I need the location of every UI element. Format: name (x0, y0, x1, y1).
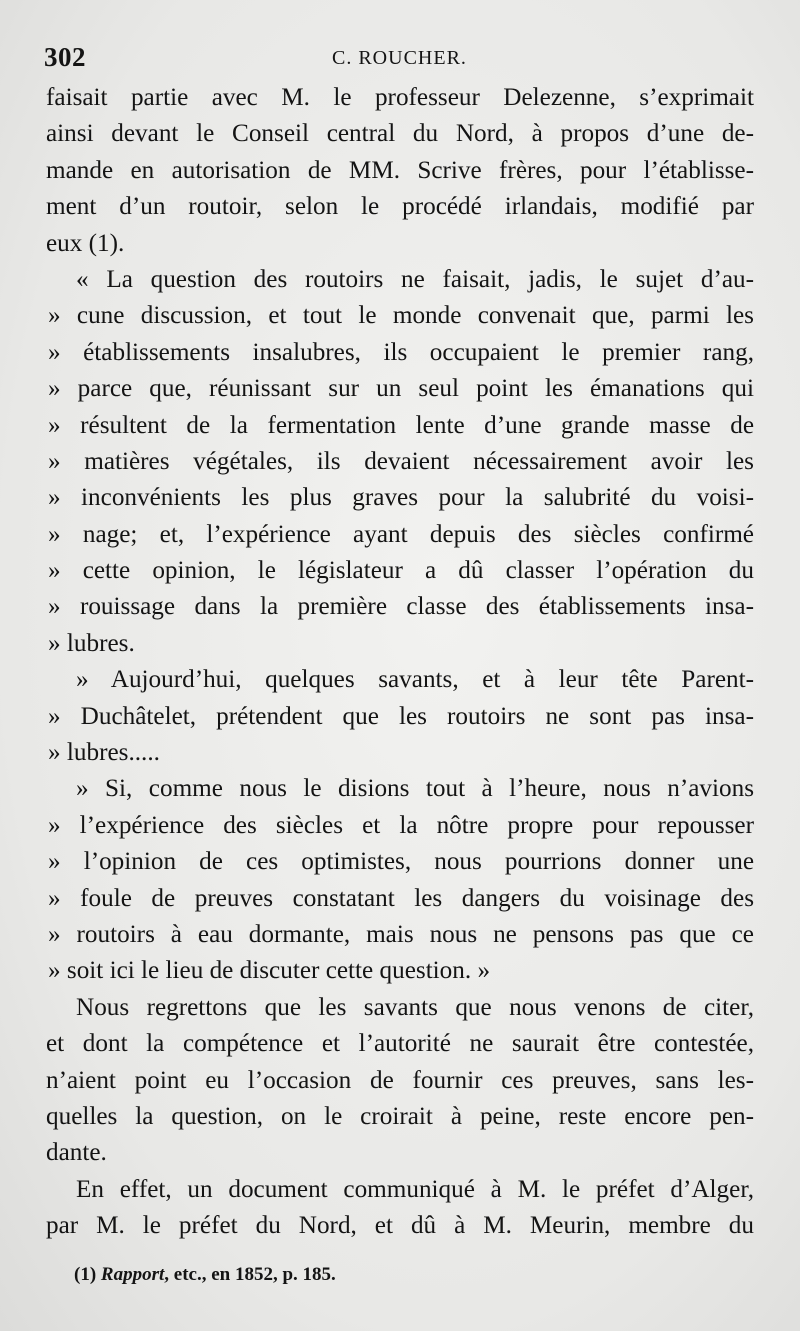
text-line: » cette opinion, le législateur a dû classer l’opération du (48, 557, 754, 585)
text-line: » Si, comme nous le disions tout à l’heure, nous n’avions (76, 775, 754, 803)
text-line: » matières végétales, ils devaient nécessairement avoir les (48, 447, 754, 475)
text-line: » foule de preuves constatant les dangers du voisinage des (48, 884, 754, 912)
footnote-title: Rapport (100, 1264, 165, 1285)
text-line: » établissements insalubres, ils occupaient le premier rang, (48, 338, 754, 366)
text-line: ainsi devant le Conseil central du Nord, à propos d’une de- (46, 120, 754, 148)
text-line: quelles la question, on le croirait à peine, reste encore pen- (46, 1102, 754, 1130)
text-line: » soit ici le lieu de discuter cette question. » (48, 957, 491, 985)
text-line: eux (1). (46, 229, 125, 257)
text-line: En effet, un document communiqué à M. le préfet d’Alger, (76, 1175, 754, 1203)
text-line: » rouissage dans la première classe des établissements insa- (48, 593, 754, 621)
text-line: et dont la compétence et l’autorité ne saurait être contestée, (46, 1030, 754, 1058)
text-line: » Aujourd’hui, quelques savants, et à leur tête Parent- (76, 666, 754, 694)
body-text (46, 80, 754, 1245)
footnote-marker: (1) (74, 1264, 97, 1285)
text-line: » résultent de la fermentation lente d’une grande masse de (48, 411, 754, 439)
text-line: faisait partie avec M. le professeur Delezenne, s’exprimait (46, 84, 754, 111)
text-line: » routoirs à eau dormante, mais nous ne pensons pas que ce (48, 920, 754, 948)
text-line: mande en autorisation de MM. Scrive frères, pour l’établisse- (46, 156, 754, 184)
running-head: C. ROUCHER. (332, 47, 467, 69)
text-line: » lubres. (48, 629, 135, 657)
text-line: » l’expérience des siècles et la nôtre propre pour repousser (48, 811, 754, 839)
text-line: par M. le préfet du Nord, et dû à M. Meurin, membre du (46, 1212, 754, 1240)
text-line: » cune discussion, et tout le monde convenait que, parmi les (48, 302, 754, 330)
text-line: « La question des routoirs ne faisait, jadis, le sujet d’au- (76, 265, 754, 293)
text-line: Nous regrettons que les savants que nous venons de citer, (76, 993, 754, 1021)
page-number: 302 (44, 42, 86, 72)
text-line: » inconvénients les plus graves pour la salubrité du voisi- (48, 484, 754, 512)
text-line: n’aient point eu l’occasion de fournir ces preuves, sans les- (46, 1066, 754, 1094)
text-line: » lubres..... (48, 739, 160, 767)
text-line: » l’opinion de ces optimistes, nous pourrions donner une (48, 848, 754, 876)
footnote-text: , etc., en 1852, p. 185. (164, 1264, 336, 1285)
footnote (74, 1264, 336, 1286)
text-line: » parce que, réunissant sur un seul point les émanations qui (48, 375, 754, 403)
text-line: » Duchâtelet, prétendent que les routoirs ne sont pas insa- (48, 702, 754, 730)
page-header (44, 38, 756, 78)
text-line: » nage; et, l’expérience ayant depuis des siècles confirmé (48, 520, 754, 548)
text-line: dante. (46, 1139, 107, 1167)
text-line: ment d’un routoir, selon le procédé irlandais, modifié par (46, 193, 754, 221)
